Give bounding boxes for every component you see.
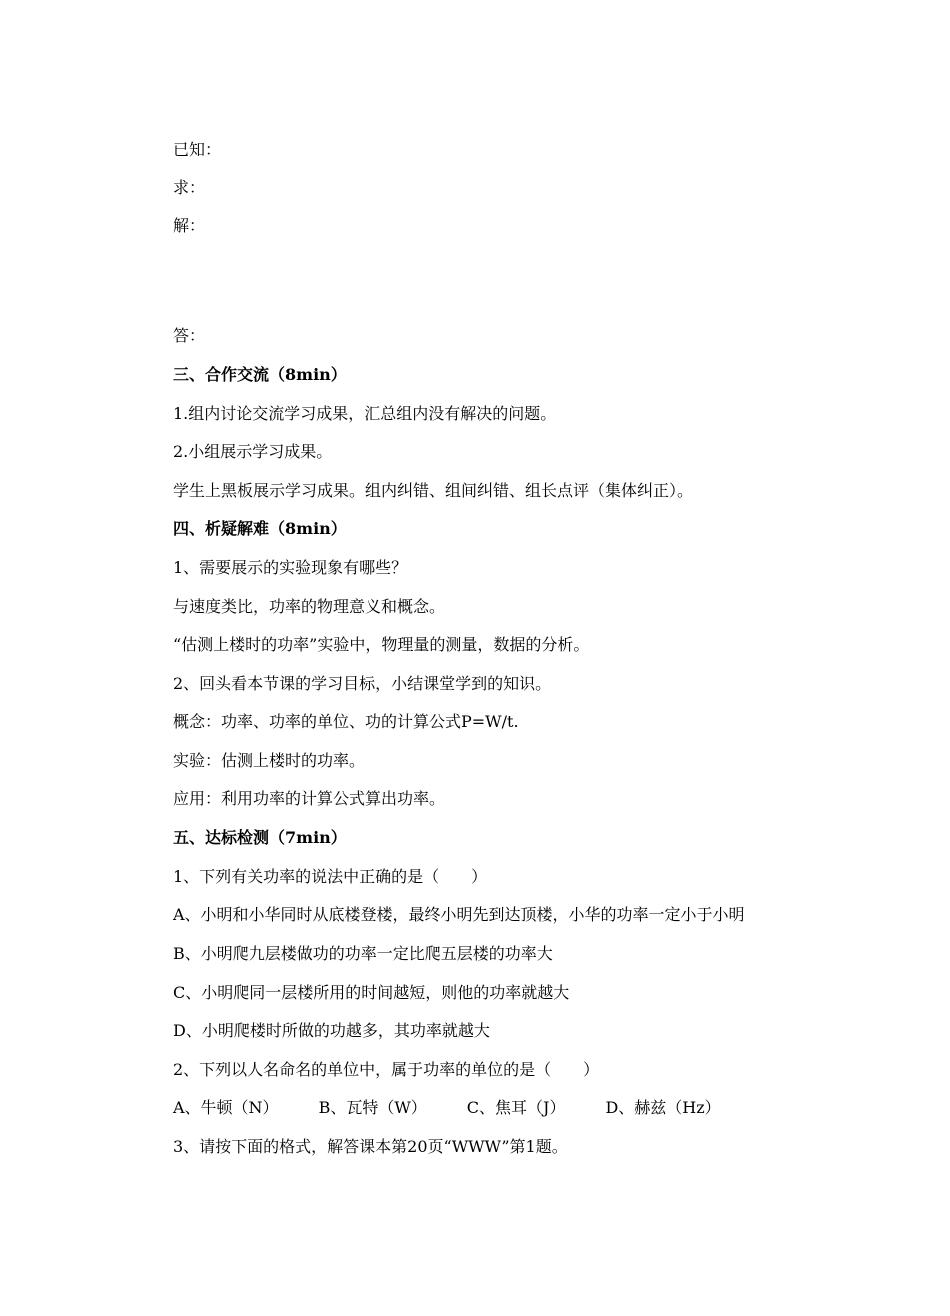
question-1-option-a: A、小明和小华同时从底楼登楼，最终小明先到达顶楼，小华的功率一定小于小明 (173, 905, 745, 924)
question-1-option-b: B、小明爬九层楼做功的功率一定比爬五层楼的功率大 (173, 944, 553, 963)
question-2-option-d: D、赫兹（Hz） (605, 1098, 721, 1117)
section4-item: 概念：功率、功率的单位、功的计算公式P=W/t. (173, 712, 519, 731)
question-2-option-a: A、牛顿（N） (173, 1098, 279, 1117)
section4-item: “估测上楼时的功率”实验中，物理量的测量，数据的分析。 (173, 635, 590, 654)
section5-title: 五、达标检测（7min） (173, 828, 347, 847)
question-2-option-c: C、焦耳（J） (466, 1098, 566, 1117)
section4-item: 1、需要展示的实验现象有哪些？ (173, 558, 408, 577)
section4-item: 应用：利用功率的计算公式算出功率。 (173, 789, 446, 808)
section3-title: 三、合作交流（8min） (173, 365, 347, 384)
question-3-stem: 3、请按下面的格式，解答课本第20页“WWW”第1题。 (173, 1137, 568, 1156)
section4-title: 四、析疑解难（8min） (173, 519, 347, 538)
section4-item: 与速度类比，功率的物理意义和概念。 (173, 597, 446, 616)
section3-item: 2.小组展示学习成果。 (173, 442, 333, 461)
question-1-stem: 1、下列有关功率的说法中正确的是（ ） (173, 867, 488, 886)
question-2-option-b: B、瓦特（W） (318, 1098, 427, 1117)
question-1-option-d: D、小明爬楼时所做的功越多，其功率就越大 (173, 1021, 490, 1040)
question-2-stem: 2、下列以人名命名的单位中，属于功率的单位的是（ ） (173, 1060, 600, 1079)
question-1-option-c: C、小明爬同一层楼所用的时间越短，则他的功率就越大 (173, 983, 570, 1002)
find-label: 求： (173, 178, 206, 197)
solution-label: 解： (173, 216, 206, 235)
section3-item: 学生上黑板展示学习成果。组内纠错、组间纠错、组长点评（集体纠正）。 (173, 481, 694, 500)
section4-item: 2、回头看本节课的学习目标，小结课堂学到的知识。 (173, 674, 552, 693)
section3-item: 1.组内讨论交流学习成果，汇总组内没有解决的问题。 (173, 404, 557, 423)
question-2-options (173, 1098, 721, 1118)
known-label: 已知： (173, 140, 222, 159)
section4-item: 实验：估测上楼时的功率。 (173, 751, 366, 770)
answer-label: 答： (173, 326, 206, 345)
